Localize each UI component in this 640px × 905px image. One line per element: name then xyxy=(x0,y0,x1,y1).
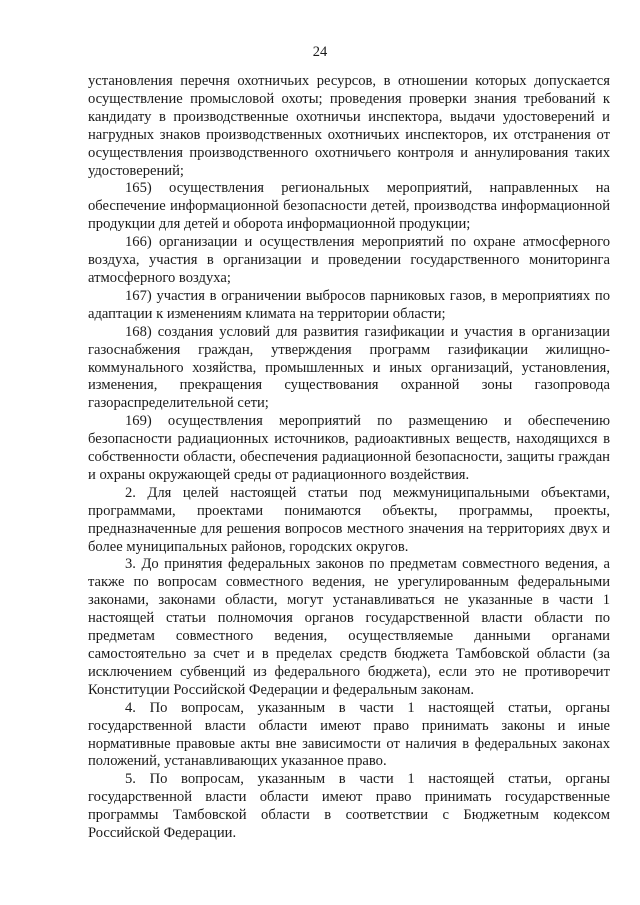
page-number: 24 xyxy=(312,44,328,60)
paragraph-item-168: 168) создания условий для развития газификации и участия в организации газоснабжения граждан, утверждения программ газификации жилищно-коммунального хозяйства, промышленных и иных организаций, установления, изменения, прекращения существования охранной зоны газопровода газораспределительной сети; xyxy=(88,323,610,412)
paragraph-part-5: 5. По вопросам, указанным в части 1 настоящей статьи, органы государственной власти области имеют право принимать государственные программы Тамбовской области в соответствии с Бюджетным кодексом Российской Федерации. xyxy=(88,771,610,842)
paragraph-item-166: 166) организации и осуществления мероприятий по охране атмосферного воздуха, участия в организации и проведении государственного мониторинга атмосферного воздуха; xyxy=(88,234,610,286)
paragraph-part-2: 2. Для целей настоящей статьи под межмуниципальными объектами, программами, проектами понимаются объекты, программы, проекты, предназначенные для решения вопросов местного значения на территориях двух и более муниципальных районов, городских округов. xyxy=(88,484,610,555)
paragraph-part-3: 3. До принятия федеральных законов по предметам совместного ведения, а также по вопросам совместного ведения, не урегулированным федеральными законами, законами области, могут устанавливаться не указанные в части 1 настоящей статьи полномочия органов государственной власти области по предметам совместного ведения, осуществляемые данными органами самостоятельно за счет и в пределах средств бюджета Тамбовской области (за исключением субвенций из федерального бюджета), если это не противоречит Конституции Российской Федерации и федеральным законам. xyxy=(88,556,610,698)
paragraph-part-4: 4. По вопросам, указанным в части 1 настоящей статьи, органы государственной власти области имеют право принимать законы и иные нормативные правовые акты вне зависимости от наличия в федеральных законах положений, устанавливающих указанное право. xyxy=(88,699,610,770)
paragraph-continuation: установления перечня охотничьих ресурсов, в отношении которых допускается осуществление промысловой охоты; проведения проверки знания требований к кандидату в производственные охотничьи инспектора, выдачи удостоверений и нагрудных знаков производственных охотничьих инспекторов, их отстранения от осуществления производственного охотничьего контроля и аннулирования таких удостоверений; xyxy=(88,73,610,179)
paragraph-item-167: 167) участия в ограничении выбросов парниковых газов, в мероприятиях по адаптации к изменениям климата на территории области; xyxy=(88,287,610,322)
paragraph-item-165: 165) осуществления региональных мероприятий, направленных на обеспечение информационной безопасности детей, производства информационной продукции для детей и оборота информационной продукции; xyxy=(88,180,610,233)
paragraph-item-169: 169) осуществления мероприятий по размещению и обеспечению безопасности радиационных источников, радиоактивных веществ, находящихся в собственности области, обеспечения радиационной безопасности, защиты граждан и охраны окружающей среды от радиационного воздействия. xyxy=(88,413,610,483)
document-body xyxy=(88,73,610,843)
